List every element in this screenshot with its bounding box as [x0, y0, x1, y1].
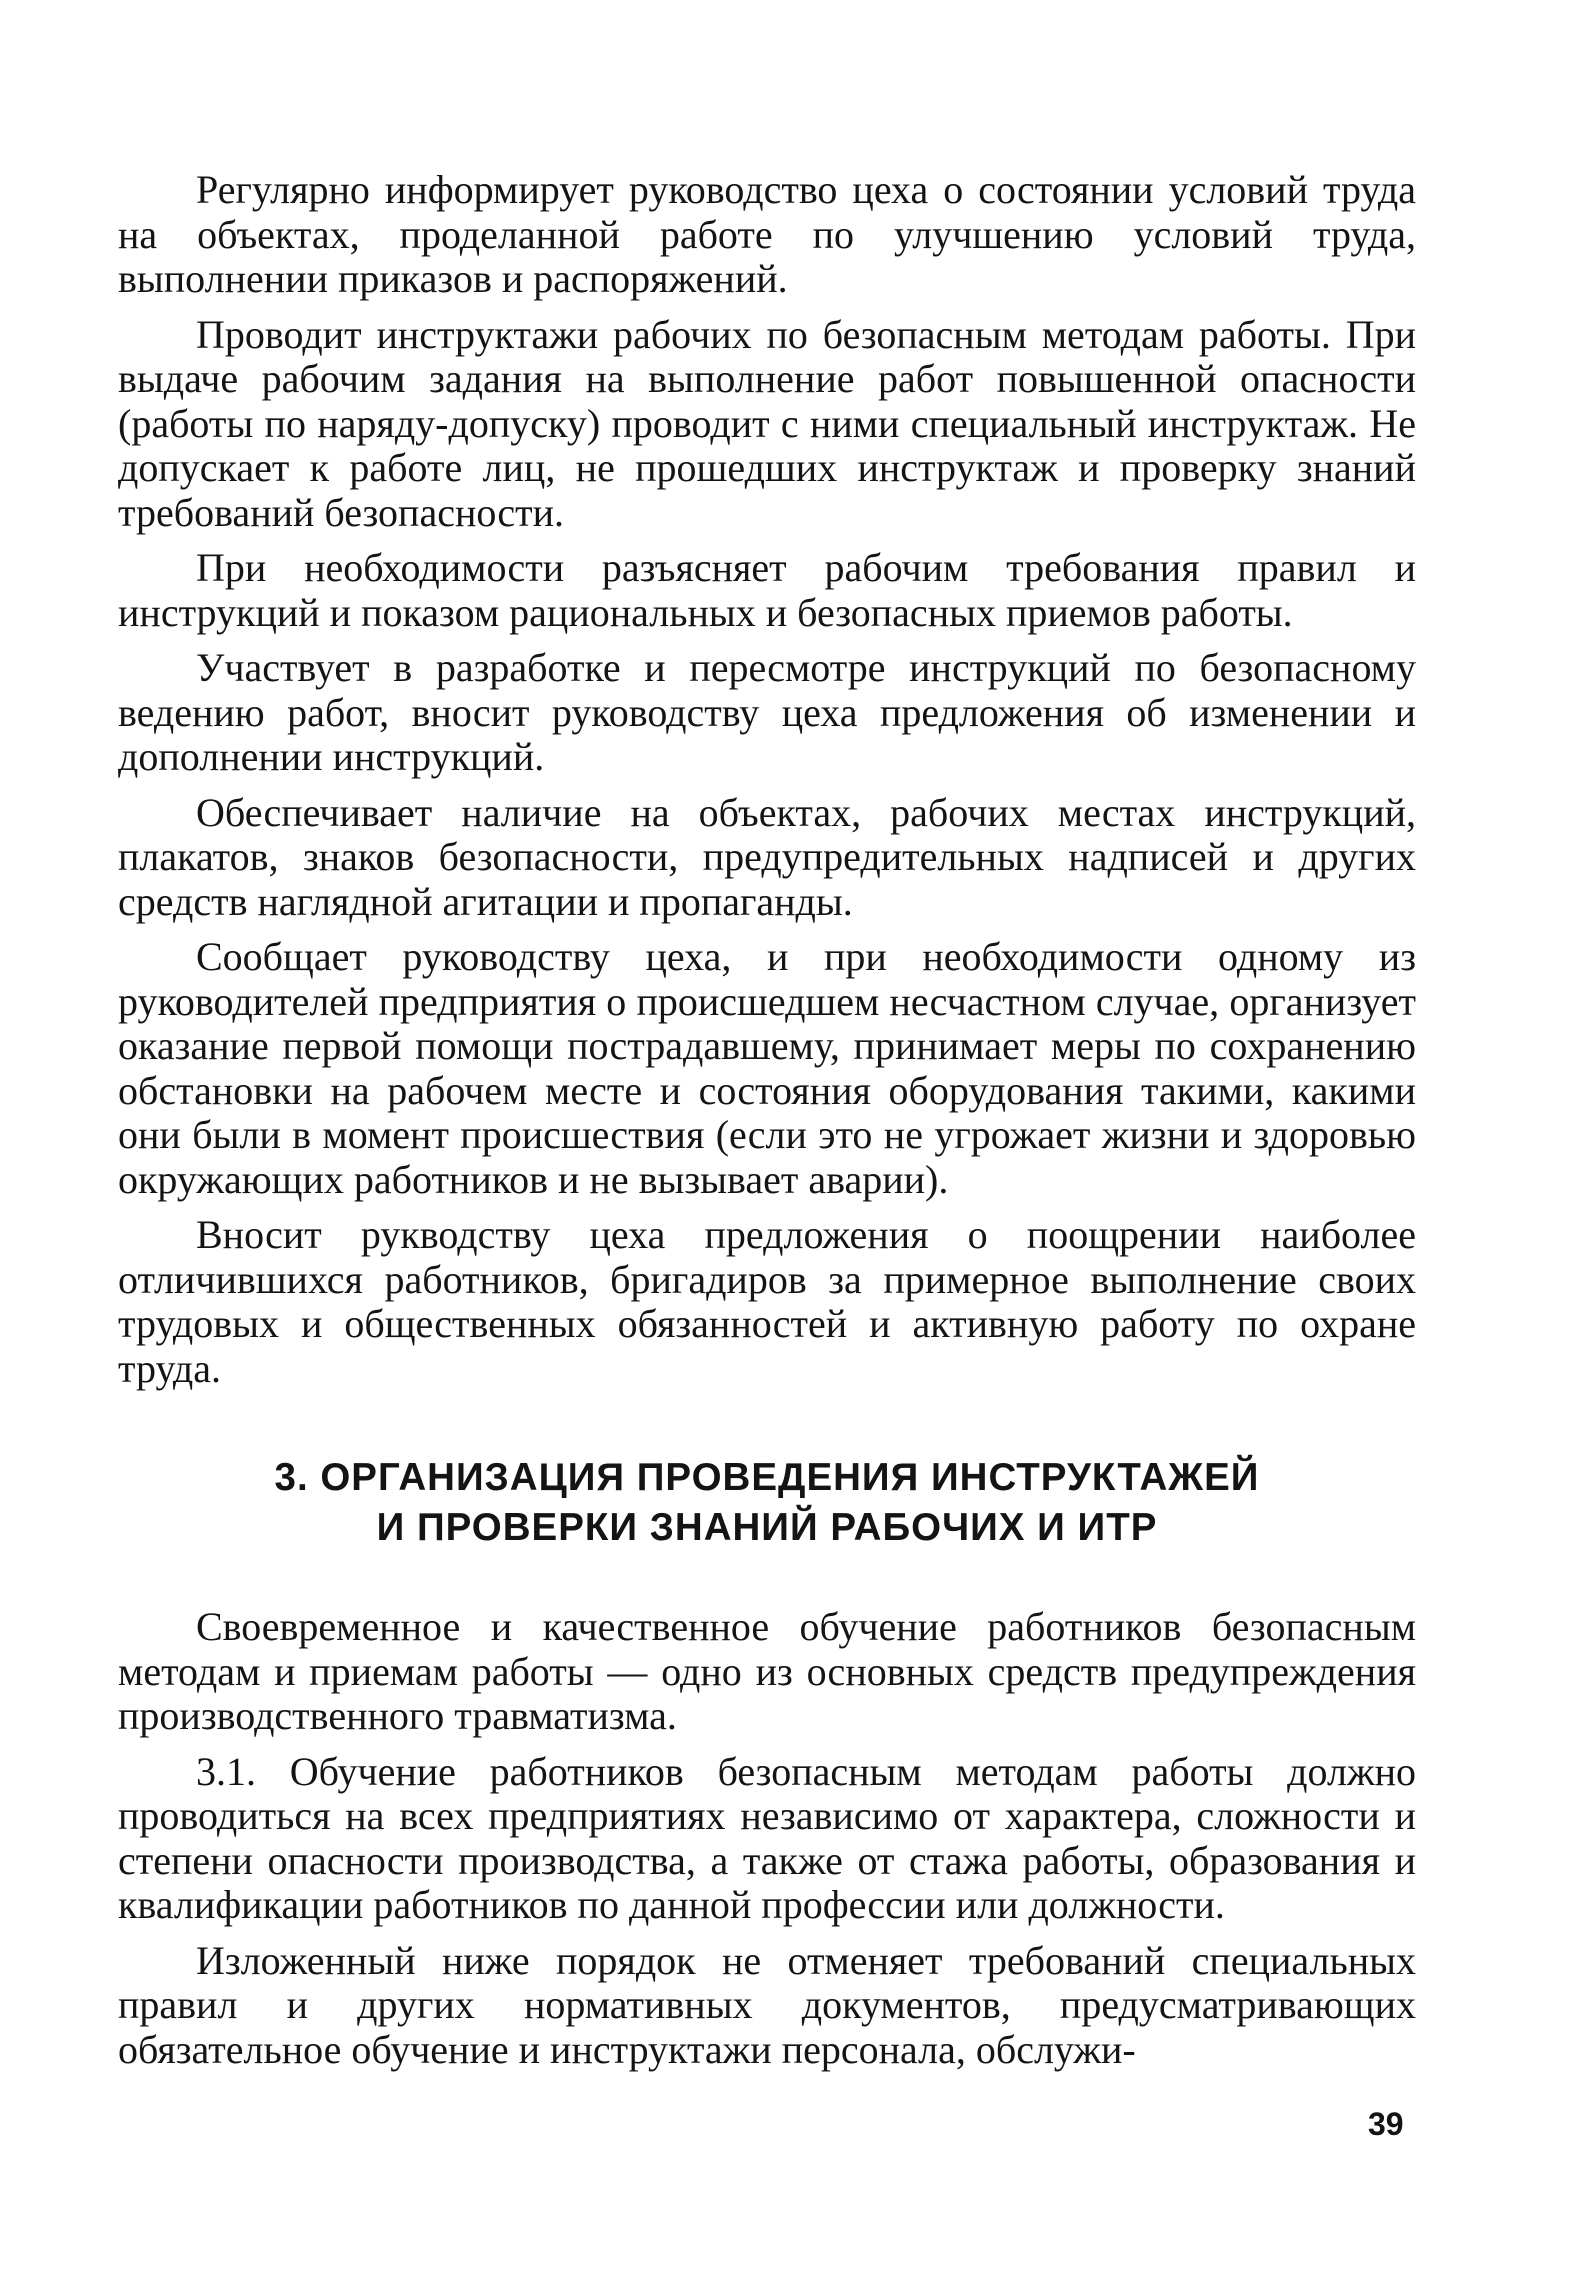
paragraph-training-intro: Своевременное и качественное обучение работников безопасным методам и приемам работы — одно из основных средств предупреждения производственного травматизма. [118, 1604, 1416, 1738]
section-heading-line-2: И ПРОВЕРКИ ЗНАНИЙ РАБОЧИХ И ИТР [376, 1506, 1158, 1549]
paragraph-accident-reporting: Сообщает руководству цеха, и при необходимости одному из руководителей предприятия о происшедшем несчастном случае, организует оказание первой помощи пострадавшему, принимает меры по сохранению обстановки на рабочем месте и состояния оборудования такими, какими они были в момент происшествия (если это не угрожает жизни и здоровью окружающих работников и не вызывает аварии). [118, 934, 1416, 1202]
paragraph-clause-3-1: 3.1. Обучение работников безопасным методам работы должно проводиться на всех предприятиях независимо от характера, сложности и степени опасности производства, а также от стажа работы, образования и квалификации работников по данной профессии или должности. [118, 1748, 1416, 1927]
paragraph-reporting: Регулярно информирует руководство цеха о состоянии условий труда на объектах, проделанной работе по улучшению условий труда, выполнении приказов и распоряжений. [118, 167, 1416, 301]
paragraph-safety-signs: Обеспечивает наличие на объектах, рабочих местах инструкций, плакатов, знаков безопасности, предупредительных надписей и других средств наглядной агитации и пропаганды. [118, 789, 1416, 924]
paragraph-procedure-note: Изложенный ниже порядок не отменяет требований специальных правил и других нормативных документов, предусматривающих обязательное обучение и инструктажи персонала, обслужи- [118, 1937, 1416, 2072]
paragraph-briefings: Проводит инструктажи рабочих по безопасным методам работы. При выдаче рабочим задания на выполнение работ повышенной опасности (работы по наряду-допуску) проводит с ними специальный инструктаж. Не допускает к работе лиц, не прошедших инструктаж и проверку знаний требований безопасности. [118, 311, 1416, 535]
section-heading [118, 1453, 1416, 1553]
paragraph-instruction-revision: Участвует в разработке и пересмотре инструкций по безопасному ведению работ, вносит руководству цеха предложения об изменении и дополнении инструкций. [118, 645, 1416, 779]
section-heading-line-1: 3. ОРГАНИЗАЦИЯ ПРОВЕДЕНИЯ ИНСТРУКТАЖЕЙ [274, 1456, 1260, 1499]
paragraph-explains-rules: При необходимости разъясняет рабочим требования правил и инструкций и показом рациональных и безопасных приемов работы. [118, 545, 1416, 635]
page-number: 39 [1368, 2106, 1404, 2142]
paragraph-incentives: Вносит рукводству цеха предложения о поощрении наиболее отличившихся работников, бригадиров за примерное выполнение своих трудовых и общественных обязанностей и активную работу по охране труда. [118, 1212, 1416, 1391]
page-body [118, 168, 1416, 2072]
